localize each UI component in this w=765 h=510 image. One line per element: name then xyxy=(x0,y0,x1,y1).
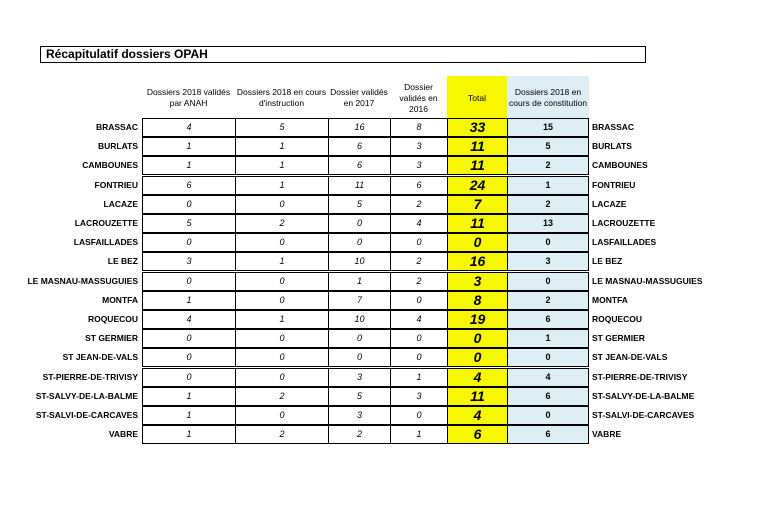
table-row xyxy=(0,387,765,406)
cell-constit: 6 xyxy=(507,387,589,406)
cell-c4: 2 xyxy=(390,272,448,291)
commune-name-right: ROQUECOU xyxy=(592,314,643,324)
cell-c4: 4 xyxy=(390,214,448,233)
cell-c3: 0 xyxy=(328,214,391,233)
table-row xyxy=(0,118,765,137)
cell-total: 0 xyxy=(447,348,508,367)
cell-total: 3 xyxy=(447,272,508,291)
cell-total: 7 xyxy=(447,195,508,214)
cell-c1: 0 xyxy=(142,368,236,387)
commune-name-right: FONTRIEU xyxy=(592,179,636,190)
table-row xyxy=(0,310,765,329)
cell-c1: 0 xyxy=(142,233,236,252)
header-validated-anah: Dossiers 2018 validés par ANAH xyxy=(146,87,231,108)
cell-constit: 15 xyxy=(507,118,589,137)
commune-name-left: ROQUECOU xyxy=(87,314,138,324)
cell-c1: 1 xyxy=(142,291,236,310)
cell-c1: 0 xyxy=(142,272,236,291)
cell-c4: 3 xyxy=(390,387,448,406)
commune-name-right: LASFAILLADES xyxy=(592,237,657,248)
cell-c1: 5 xyxy=(142,214,236,233)
cell-c3: 11 xyxy=(328,176,391,195)
cell-c3: 3 xyxy=(328,406,391,425)
commune-name-right: MONTFA xyxy=(592,294,628,305)
commune-name-left: ST-SALVY-DE-LA-BALME xyxy=(35,390,138,401)
cell-c3: 2 xyxy=(328,425,391,444)
cell-c2: 5 xyxy=(235,118,329,137)
commune-name-left: ST-PIERRE-DE-TRIVISY xyxy=(42,371,138,382)
commune-name-left: LACROUZETTE xyxy=(74,218,138,228)
cell-c3: 6 xyxy=(328,137,391,156)
cell-c3: 10 xyxy=(328,252,391,271)
cell-c3: 1 xyxy=(328,272,391,291)
table-row xyxy=(0,156,765,175)
cell-c1: 4 xyxy=(142,310,236,329)
cell-constit: 2 xyxy=(507,291,589,310)
cell-c4: 8 xyxy=(390,118,448,137)
header-total: Total xyxy=(447,76,507,120)
cell-c2: 2 xyxy=(235,425,329,444)
cell-c4: 0 xyxy=(390,329,448,348)
table-row xyxy=(0,291,765,310)
cell-c4: 3 xyxy=(390,156,448,175)
table-row xyxy=(0,195,765,214)
table-row xyxy=(0,425,765,444)
cell-c1: 1 xyxy=(142,137,236,156)
cell-c2: 2 xyxy=(235,214,329,233)
cell-c3: 7 xyxy=(328,291,391,310)
cell-c3: 0 xyxy=(328,348,391,367)
cell-c2: 0 xyxy=(235,329,329,348)
cell-total: 4 xyxy=(447,406,508,425)
table-row xyxy=(0,252,765,271)
cell-c1: 1 xyxy=(142,406,236,425)
cell-total: 6 xyxy=(447,425,508,444)
table-row xyxy=(0,329,765,348)
cell-total: 19 xyxy=(447,310,508,329)
commune-name-left: BURLATS xyxy=(98,141,138,152)
commune-name-right: ST-SALVY-DE-LA-BALME xyxy=(592,390,695,401)
cell-c1: 0 xyxy=(142,348,236,367)
cell-total: 24 xyxy=(447,176,508,195)
cell-c1: 6 xyxy=(142,176,236,195)
table-row xyxy=(0,137,765,156)
commune-name-left: VABRE xyxy=(108,429,138,440)
cell-c2: 1 xyxy=(235,176,329,195)
commune-name-left: ST-SALVI-DE-CARCAVES xyxy=(35,410,138,420)
cell-total: 11 xyxy=(447,156,508,175)
cell-c4: 1 xyxy=(390,368,448,387)
cell-c2: 0 xyxy=(235,272,329,291)
commune-name-right: LE MASNAU-MASSUGUIES xyxy=(592,275,703,286)
header-in-constitution: Dossiers 2018 en cours de constitution xyxy=(507,76,589,120)
commune-name-left: MONTFA xyxy=(102,294,138,305)
cell-c1: 3 xyxy=(142,252,236,271)
cell-constit: 0 xyxy=(507,272,589,291)
cell-c3: 0 xyxy=(328,329,391,348)
table-row xyxy=(0,233,765,252)
cell-c1: 1 xyxy=(142,156,236,175)
cell-c4: 0 xyxy=(390,233,448,252)
commune-name-right: ST GERMIER xyxy=(592,333,645,344)
cell-c4: 0 xyxy=(390,348,448,367)
cell-total: 0 xyxy=(447,329,508,348)
cell-c3: 10 xyxy=(328,310,391,329)
cell-constit: 5 xyxy=(507,137,589,156)
cell-c1: 0 xyxy=(142,329,236,348)
commune-name-right: ST-PIERRE-DE-TRIVISY xyxy=(592,371,688,382)
cell-c4: 0 xyxy=(390,406,448,425)
commune-name-right: CAMBOUNES xyxy=(592,160,648,171)
table-row xyxy=(0,272,765,291)
cell-c2: 0 xyxy=(235,195,329,214)
cell-total: 11 xyxy=(447,214,508,233)
header-validated-2016: Dossier validés en 2016 xyxy=(399,81,438,114)
page-title: Récapitulatif dossiers OPAH xyxy=(40,46,646,63)
cell-total: 0 xyxy=(447,233,508,252)
commune-name-left: ST GERMIER xyxy=(85,333,138,344)
table-row xyxy=(0,348,765,367)
cell-c2: 2 xyxy=(235,387,329,406)
commune-name-left: ST JEAN-DE-VALS xyxy=(62,352,138,363)
cell-c3: 6 xyxy=(328,156,391,175)
cell-c2: 0 xyxy=(235,368,329,387)
cell-c3: 5 xyxy=(328,195,391,214)
commune-name-right: LACAZE xyxy=(592,198,627,209)
commune-name-left: FONTRIEU xyxy=(94,179,138,190)
table-row xyxy=(0,368,765,387)
cell-constit: 1 xyxy=(507,329,589,348)
cell-constit: 4 xyxy=(507,368,589,387)
commune-name-right: ST JEAN-DE-VALS xyxy=(592,352,668,363)
cell-c4: 6 xyxy=(390,176,448,195)
commune-name-right: BURLATS xyxy=(592,141,632,152)
cell-constit: 1 xyxy=(507,176,589,195)
cell-c2: 0 xyxy=(235,233,329,252)
cell-constit: 13 xyxy=(507,214,589,233)
cell-c3: 16 xyxy=(328,118,391,137)
table-row xyxy=(0,176,765,195)
commune-name-right: LE BEZ xyxy=(592,256,623,267)
cell-constit: 3 xyxy=(507,252,589,271)
commune-name-left: LE BEZ xyxy=(107,256,138,267)
cell-constit: 6 xyxy=(507,310,589,329)
commune-name-left: LASFAILLADES xyxy=(73,237,138,248)
header-in-instruction: Dossiers 2018 en cours d'instruction xyxy=(236,87,327,108)
commune-name-right: BRASSAC xyxy=(592,122,635,132)
cell-total: 11 xyxy=(447,387,508,406)
commune-name-right: LACROUZETTE xyxy=(592,218,656,228)
commune-name-right: ST-SALVI-DE-CARCAVES xyxy=(592,410,695,420)
cell-constit: 6 xyxy=(507,425,589,444)
cell-c1: 1 xyxy=(142,425,236,444)
cell-constit: 0 xyxy=(507,348,589,367)
cell-total: 33 xyxy=(447,118,508,137)
cell-c4: 4 xyxy=(390,310,448,329)
cell-c3: 5 xyxy=(328,387,391,406)
cell-constit: 2 xyxy=(507,195,589,214)
cell-c2: 1 xyxy=(235,310,329,329)
cell-constit: 0 xyxy=(507,233,589,252)
cell-c2: 1 xyxy=(235,156,329,175)
cell-c3: 0 xyxy=(328,233,391,252)
cell-c1: 1 xyxy=(142,387,236,406)
cell-c2: 1 xyxy=(235,252,329,271)
cell-c2: 0 xyxy=(235,291,329,310)
cell-c4: 0 xyxy=(390,291,448,310)
commune-name-left: CAMBOUNES xyxy=(82,160,138,171)
cell-constit: 0 xyxy=(507,406,589,425)
commune-name-left: BRASSAC xyxy=(95,122,138,132)
cell-c4: 3 xyxy=(390,137,448,156)
header-validated-2017: Dossier validés en 2017 xyxy=(330,87,388,108)
table-row xyxy=(0,406,765,425)
cell-total: 4 xyxy=(447,368,508,387)
table-row xyxy=(0,214,765,233)
cell-c3: 3 xyxy=(328,368,391,387)
cell-c2: 0 xyxy=(235,406,329,425)
cell-c4: 1 xyxy=(390,425,448,444)
commune-name-left: LE MASNAU-MASSUGUIES xyxy=(27,275,138,286)
cell-total: 11 xyxy=(447,137,508,156)
cell-c2: 0 xyxy=(235,348,329,367)
commune-name-left: LACAZE xyxy=(103,198,138,209)
cell-c1: 4 xyxy=(142,118,236,137)
cell-total: 8 xyxy=(447,291,508,310)
cell-c1: 0 xyxy=(142,195,236,214)
cell-c2: 1 xyxy=(235,137,329,156)
commune-name-right: VABRE xyxy=(592,429,622,440)
cell-constit: 2 xyxy=(507,156,589,175)
cell-c4: 2 xyxy=(390,252,448,271)
cell-c4: 2 xyxy=(390,195,448,214)
cell-total: 16 xyxy=(447,252,508,271)
